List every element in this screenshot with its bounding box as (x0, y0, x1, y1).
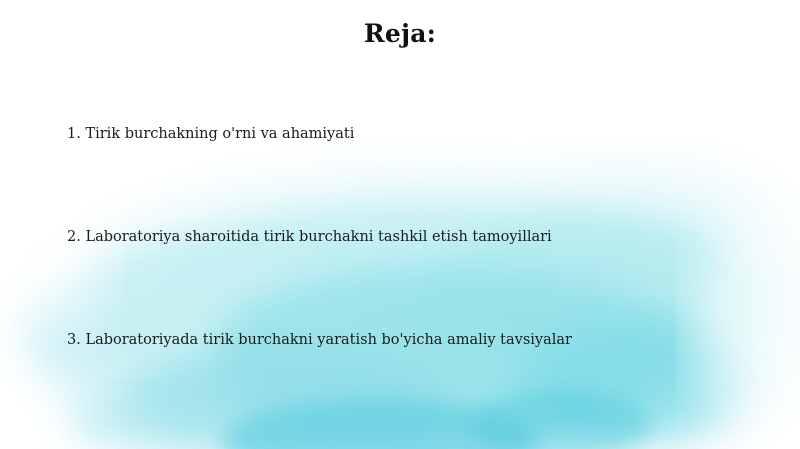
plan-item-1: 1. Tirik burchakning o'rni va ahamiyati (67, 126, 355, 142)
slide-title: Reja: (363, 19, 437, 48)
plan-item-3: 3. Laboratoriyada tirik burchakni yaratish bo'yicha amaliy tavsiyalar (67, 332, 572, 348)
plan-item-2: 2. Laboratoriya sharoitida tirik burchakni tashkil etish tamoyillari (67, 229, 552, 245)
